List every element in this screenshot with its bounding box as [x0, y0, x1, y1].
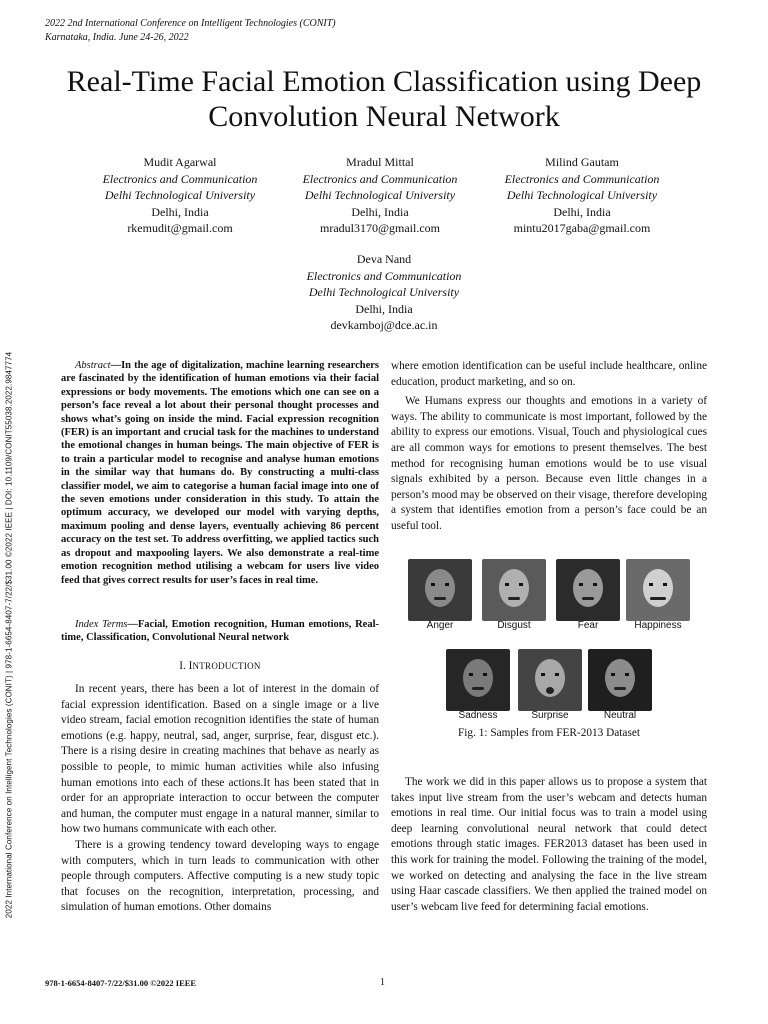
index-terms-text: —Facial, Emotion recognition, Human emotions, Real-time, Classification, Convolutional Neural network	[61, 619, 379, 644]
author-univ: Delhi Technological University	[304, 188, 456, 202]
right-paragraph-2: We Humans express our thoughts and emotions in a variety of ways. The ability to communicate is most important, followed by the ability to express our emotions. Visual, Touch and physiological cues are all common ways for emotions to present themselves. The best method for recognising human emotions would be to use visual signals exhibited by a person. Because even little changes in a person’s mood may be observed on their visage, therefore developing a system that identifies emotion from a person’s face could be an useful tool.	[391, 395, 707, 532]
author-block	[280, 154, 480, 237]
author-city: Delhi, India	[553, 204, 611, 219]
section-first-letter: I	[188, 660, 193, 672]
figure-caption: Fig. 1: Samples from FER-2013 Dataset	[458, 727, 640, 739]
right-continuation: where emotion identification can be useful include healthcare, online education, product marketing, and so on.	[391, 360, 707, 388]
sidebar-doi-strip	[2, 290, 16, 980]
right-paragraph-3: The work we did in this paper allows us to propose a system that takes input live stream from the user’s webcam and detects human emotions in real time. Our initial focus was to train a model using deep learning convolutional neural network that could detect emotions through static images. FER2013 dataset has been used in this work for training the model. Following the training of the model, we worked on detecting and analysing the face in the live stream using Haar cascade classifiers. We then applied the trained model on user’s webcam live feed for determining facial emotions.	[391, 776, 707, 913]
intro-paragraph-2: There is a growing tendency toward developing ways to engage with computers, which in turn leads to communication with other people through computers. Affective computing is a new study topic that focuses on the recognition, interpretation, processing, and simulation of human emotions. Other domains	[61, 838, 379, 914]
title-line-2: Convolution Neural Network	[208, 100, 560, 133]
sample-happiness-image	[626, 559, 690, 621]
sample-surprise-image	[518, 649, 582, 711]
author-block	[482, 154, 682, 237]
label-surprise: Surprise	[531, 710, 569, 721]
intro-paragraph-1: In recent years, there has been a lot of interest in the domain of facial expression identification. Based on a single image or a live video stream, facial emotion recognition identifies the state of human emotions (e.g. happy, neutral, sad, anger, surprise, fear, disgust etc.). There is a rising desire in creating machines that behave as nearly as possible to people, to mimic human activities while also infusing human emotions into each of these actions.It has been stated that in order for an appropriate interaction to occur between the computer and human, the computer must engage in a natural manner, similar to how two humans communicate with each other.	[61, 683, 379, 836]
conference-line-1: 2022 2nd International Conference on Intelligent Technologies (CONIT)	[45, 18, 336, 29]
author-city: Delhi, India	[351, 204, 409, 219]
sidebar-doi-text: 2022 International Conference on Intelligent Technologies (CONIT) | 978-1-6654-8407-7/22/$31.00 ©2022 IEEE | DOI: 10.1109/CONIT55038.2022.9847774	[4, 351, 14, 919]
author-city: Delhi, India	[151, 204, 209, 219]
sample-neutral-image	[588, 649, 652, 711]
section-heading-introduction	[61, 660, 379, 672]
abstract-label: Abstract	[75, 360, 111, 371]
intro-body	[61, 682, 379, 916]
author-dept: Electronics and Communication	[504, 171, 660, 186]
author-block	[80, 154, 280, 237]
author-email: rkemudit@gmail.com	[127, 221, 233, 235]
author-univ: Delhi Technological University	[104, 188, 256, 202]
label-happiness: Happiness	[634, 620, 682, 631]
conference-header	[45, 17, 336, 45]
page-number: 1	[380, 977, 385, 988]
title-line-1: Real-Time Facial Emotion Classification using Deep	[66, 65, 702, 98]
author-email: devkamboj@dce.ac.in	[330, 318, 438, 332]
author-univ: Delhi Technological University	[506, 188, 658, 202]
author-dept: Electronics and Communication	[102, 171, 258, 186]
paper-title	[20, 64, 748, 134]
author-name: Milind Gautam	[545, 155, 619, 169]
label-sadness: Sadness	[458, 710, 498, 721]
author-name: Deva Nand	[356, 252, 412, 266]
footer-isbn: 978-1-6654-8407-7/22/$31.00 ©2022 IEEE	[45, 978, 197, 988]
author-name: Mradul Mittal	[346, 155, 414, 169]
index-terms	[61, 618, 379, 645]
label-fear: Fear	[577, 620, 599, 631]
sample-anger-image	[408, 559, 472, 621]
author-email: mintu2017gaba@gmail.com	[513, 221, 651, 235]
author-city: Delhi, India	[355, 301, 413, 316]
sample-sadness-image	[446, 649, 510, 711]
label-disgust: Disgust	[497, 620, 531, 631]
author-dept: Electronics and Communication	[302, 171, 458, 186]
abstract	[61, 359, 379, 587]
index-terms-label: Index Terms	[75, 619, 128, 630]
label-neutral: Neutral	[603, 710, 637, 721]
sample-fear-image	[556, 559, 620, 621]
label-anger: Anger	[426, 620, 454, 631]
right-column-bottom	[391, 775, 707, 915]
author-block	[270, 251, 498, 334]
section-numeral: I.	[179, 660, 189, 672]
fer2013-samples-figure	[398, 555, 698, 730]
author-univ: Delhi Technological University	[308, 285, 460, 299]
author-email: mradul3170@gmail.com	[319, 221, 441, 235]
author-dept: Electronics and Communication	[306, 268, 462, 283]
conference-line-2: Karnataka, India. June 24-26, 2022	[45, 32, 189, 43]
section-title-rest: NTRODUCTION	[192, 661, 261, 671]
abstract-text: —In the age of digitalization, machine learning researchers are fascinated by the identification of human emotions via their facial expressions or body movements. The emotions which one can see on a person’s face reveal a lot about their personal thought processes and shows what’s going on inside the mind. Facial expression recognition (FER) is an important and crucial task for the machines to understand the emotional changes in human beings. The main objective of FER is to train a particular model to recognise and analyse human emotions in the similar way that humans do. By constructing a multi-class classifier model, we aim to categorise a human facial image into one of the seven emotions under consideration in this study. To attain the optimum accuracy, we developed our model with varying depths, maximum pooling and dense layers, eventually achieving 86 percent accuracy on the test set. To address overfitting, we applied tactics such as dropout and maxpooling layers. We also demonstrate a real-time emotion recognition method utilising a webcam for users live video feed that gives correct results for user’s faces in real time.	[61, 360, 379, 586]
sample-disgust-image	[482, 559, 546, 621]
author-name: Mudit Agarwal	[143, 155, 217, 169]
right-column-top	[391, 359, 707, 535]
